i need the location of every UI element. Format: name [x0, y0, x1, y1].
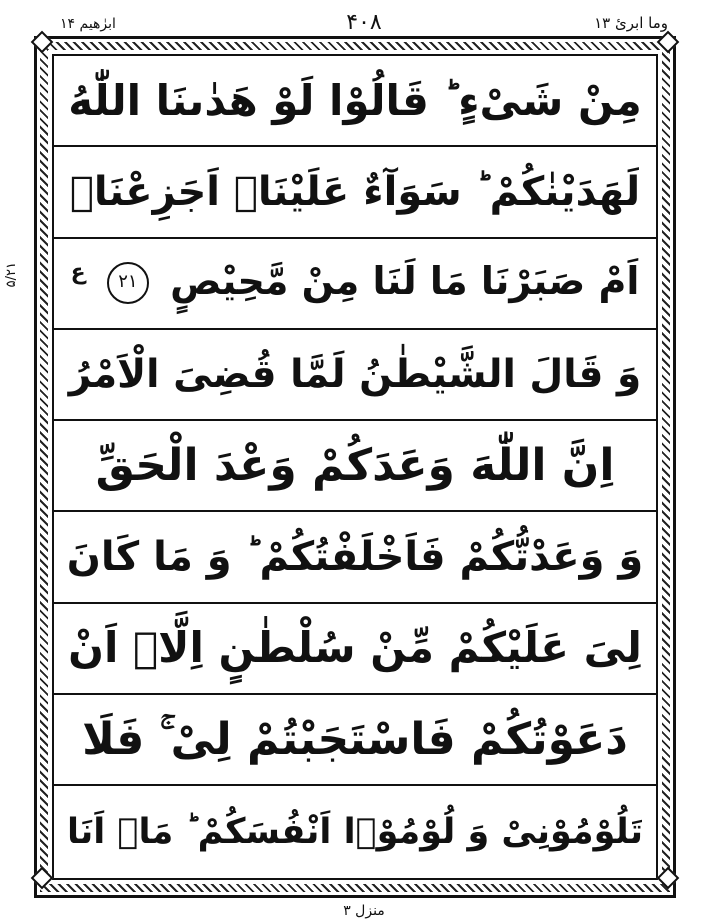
text-line [54, 56, 656, 147]
text-line [54, 786, 656, 877]
ayah-number-marker: ۲۱ [107, 262, 149, 304]
text-line [54, 513, 656, 604]
margin-ruku-note: ۵/۲۱ [4, 262, 19, 288]
line-text: وَ وَعَدْتُّكُمْ فَاَخْلَفْتُكُمْ ؕ وَ مَا كَانَ [66, 534, 644, 581]
page-number: ۴۰۸ [346, 10, 382, 35]
line-text [70, 258, 640, 305]
juz-name: وما ابرئ ۱۳ [594, 14, 668, 32]
ruku-mark: ع [70, 259, 86, 285]
text-line [54, 330, 656, 421]
text-line [54, 604, 656, 695]
line-text: مِنْ شَیْءٍ ؕ قَالُوْا لَوْ هَدٰىنَا اللّٰهُ [68, 75, 642, 125]
text-line [54, 695, 656, 786]
text-line [54, 239, 656, 330]
text-body [54, 56, 656, 878]
line-text: دَعَوْتُكُمْ فَاسْتَجَبْتُمْ لِیْ ۚ فَلَا [82, 713, 628, 765]
line-text: تَلُوْمُوْنِیْ وَ لُوْمُوْۤا اَنْفُسَكُمْ ؕ مَاۤ اَنَا [67, 811, 643, 852]
text-line [54, 421, 656, 512]
page-header [0, 6, 728, 40]
text-line [54, 147, 656, 238]
manzil-footer: منزل ۳ [343, 903, 385, 919]
line-text: وَ قَالَ الشَّیْطٰنُ لَمَّا قُضِیَ الْاَمْرُ [68, 352, 642, 398]
line-text: لَهَدَیْنٰكُمْ ؕ سَوَآءٌ عَلَیْنَاۤ اَجَزِعْنَاۤ [69, 168, 641, 215]
surah-name: ابرٰھیم ۱۴ [60, 16, 116, 32]
line-text-segment: اَمْ صَبَرْنَا مَا لَنَا مِنْ مَّحِیْصٍ [170, 258, 640, 303]
line-text: اِنَّ اللّٰهَ وَعَدَكُمْ وَعْدَ الْحَقِّ [95, 439, 615, 491]
line-text: لِیَ عَلَیْكُمْ مِّنْ سُلْطٰنٍ اِلَّاۤ اَنْ [68, 623, 642, 673]
